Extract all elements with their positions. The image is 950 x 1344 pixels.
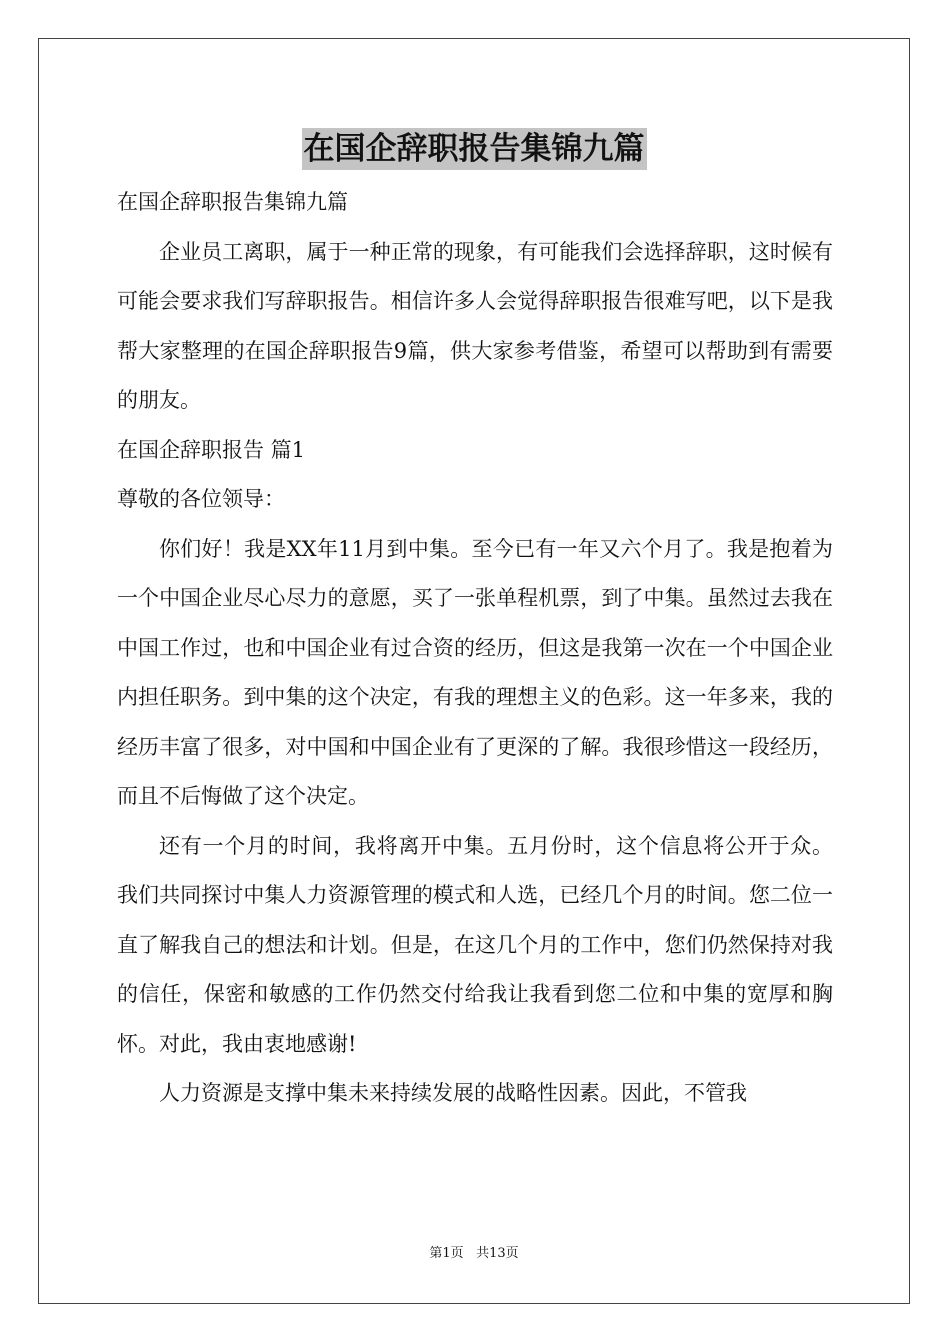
page-total: 共13页 bbox=[476, 1246, 519, 1261]
section-heading: 在国企辞职报告 篇1 bbox=[117, 437, 306, 462]
page-number: 第1页 bbox=[429, 1246, 464, 1261]
paragraph-body-2: 还有一个月的时间，我将离开中集。五月份时，这个信息将公开于众。 我们共同探讨中集人力资源管理的模式和人选，已经几个月的时间。您二位一直了解我自己的想法和计划。但是，在这几个月的工作中，您们仍然保持对我的信任，保密和敏感的工作仍然交付给我让我看到您二位和中集的宽厚和胸怀。对此，我由衷地感谢! bbox=[117, 833, 833, 1056]
paragraph-subtitle: 在国企辞职报告集锦九篇 bbox=[117, 190, 348, 214]
salutation: 尊敬的各位领导： bbox=[117, 487, 285, 511]
title-container bbox=[38, 128, 910, 170]
paragraph-body-1: 你们好！我是XX年11月到中集。至今已有一年又六个月了。我是抱着为一个中国企业尽心尽力的意愿，买了一张单程机票，到了中集。虽然过去我在中国工作过，也和中国企业有过合资的经历，但这是我第一次在一个中国企业内担任职务。到中集的这个决定，有我的理想主义的色彩。这一年多来，我的经历丰富了很多，对中国和中国企业有了更深的了解。我很珍惜这一段经历，而且不后悔做了这个决定。 bbox=[117, 536, 833, 808]
paragraph-body-3: 人力资源是支撑中集未来持续发展的战略性因素。因此，不管我 bbox=[159, 1081, 747, 1105]
document-title: 在国企辞职报告集锦九篇 bbox=[302, 128, 647, 170]
document-body bbox=[117, 178, 833, 1119]
paragraph-intro: 企业员工离职，属于一种正常的现象，有可能我们会选择辞职，这时候有可能会要求我们写辞职报告。相信许多人会觉得辞职报告很难写吧，以下是我帮大家整理的在国企辞职报告9篇，供大家参考借鉴，希望可以帮助到有需要的朋友。 bbox=[117, 239, 833, 412]
page-footer bbox=[38, 1244, 910, 1264]
